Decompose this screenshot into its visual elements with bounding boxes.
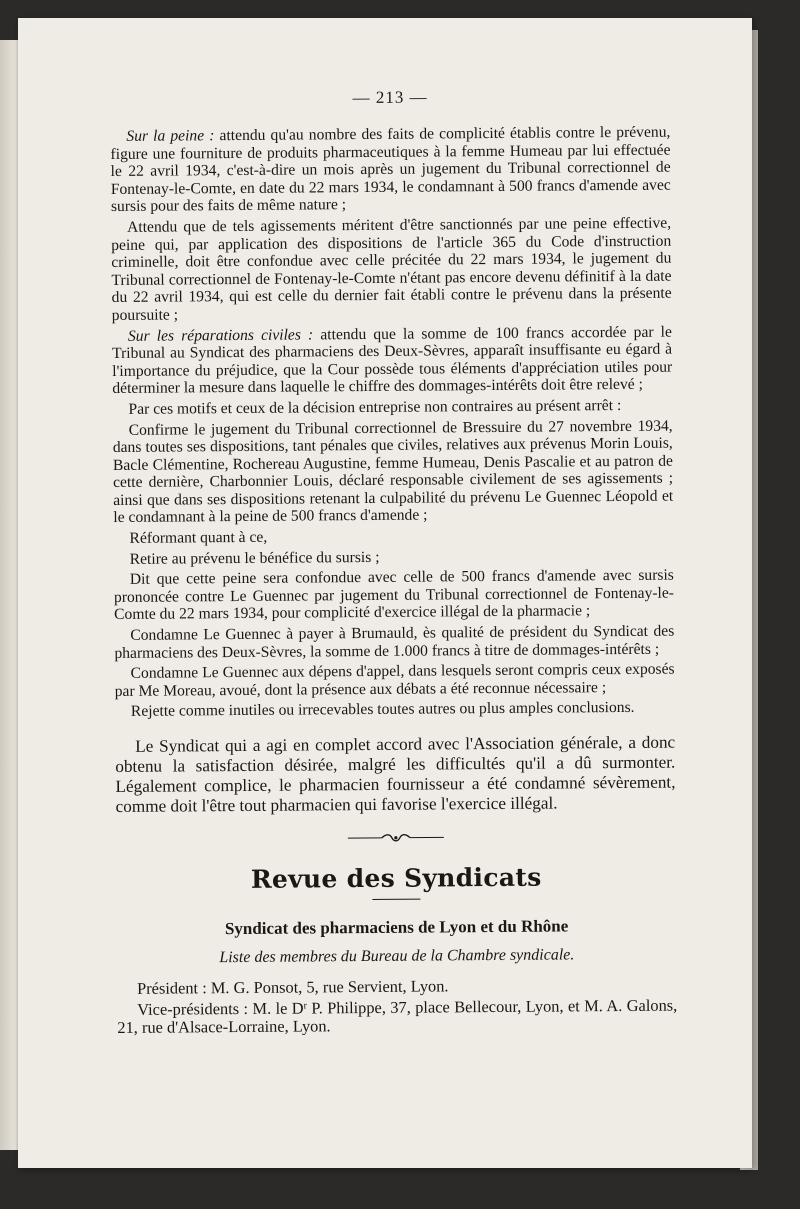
syndicate-title: Syndicat des pharmaciens de Lyon et du Rhône xyxy=(224,916,569,939)
title-rule xyxy=(372,899,420,900)
members-list xyxy=(117,976,677,1038)
judgment-paragraph xyxy=(112,396,672,418)
paragraph-lead: Sur la peine : xyxy=(126,127,215,145)
judgment-paragraph xyxy=(113,417,674,527)
judgment-paragraph xyxy=(110,124,671,216)
judgment-paragraph xyxy=(114,546,674,568)
closing-paragraph: Le Syndicat qui a agi en complet accord avec l'Association générale, a donc obtenu la satisfaction désirée, malgré les difficultés qu'il a dû surmonter. Légalement complice, le pharmacien fournisseur a été condamné sévèrement, comme doit l'être tout pharmacien qui favorise l'exercice illégal. xyxy=(115,732,676,816)
judgment-paragraph xyxy=(115,661,675,701)
paragraph-lead: Sur les réparations civiles : xyxy=(127,325,314,345)
judgment-paragraph xyxy=(113,526,673,548)
doctor-superscript: r xyxy=(303,1000,307,1012)
document-page xyxy=(18,18,752,1168)
paragraph-text: Réformant quant à ce, xyxy=(129,528,268,547)
paragraph-text: Retire au prévenu le bénéfice du sursis ; xyxy=(129,548,380,568)
page-number: — 213 — xyxy=(352,87,428,108)
ornament-divider xyxy=(346,832,446,845)
judgment-paragraph xyxy=(112,323,673,398)
judgment-paragraph xyxy=(111,215,672,325)
judgment-paragraph xyxy=(114,623,674,663)
page-content xyxy=(110,86,677,1038)
paragraph-text: Par ces motifs et ceux de la décision entreprise non contraires au présent arrêt : xyxy=(128,396,622,418)
syndicate-subtitle: Liste des membres du Bureau de la Chambre syndicale. xyxy=(219,946,575,967)
paragraph-text: Rejette comme inutiles ou irrecevables toutes autres ou plus amples conclusions. xyxy=(130,699,635,721)
paragraph-text: Confirme le jugement du Tribunal correctionnel de Bressuire du 27 novembre 1934, dans toutes ses dispositions, tant pénales que civiles, relatives aux prévenus Morin Louis, Bacle Clémentine, Rochereau Augustine, femme Humeau, Denis Pascalie et au patron de cette dernière, Charbonnier Louis, déclaré responsable civilement de ses agissements ; ainsi que dans ses dispositions retenant la culpabilité du prévenu Le Guennec Léopold et le condamnant à la peine de 500 francs d'amende ; xyxy=(112,417,674,527)
paragraph-text: Condamne Le Guennec aux dépens d'appel, dans lesquels seront compris ceux exposés par Me Moreau, avoué, dont la présence aux débats a été reconnue nécessaire ; xyxy=(114,660,675,700)
president-line: Président : M. G. Ponsot, 5, rue Servient, Lyon. xyxy=(136,976,449,999)
section-title: Revue des Syndicats xyxy=(250,862,542,895)
judgment-paragraph xyxy=(115,699,675,721)
vice-presidents-start: Vice-présidents : M. le D xyxy=(137,998,304,1019)
paragraph-text: Dit que cette peine sera confondue avec celle de 500 francs d'amende avec sursis prononcée contre Le Guennec par jugement du Tribunal correctionnel de Fontenay-le-Comte du 22 mars 1934, pour complicité d'exercice illégal de la pharmacie ; xyxy=(113,566,675,624)
vice-presidents-rest: P. Philippe, 37, place Bellecour, Lyon, et M. A. Galons, 21, rue d'Alsace-Lorraine, Lyon. xyxy=(117,995,678,1038)
paragraph-text: attendu que la somme de 100 francs accordée par le Tribunal au Syndicat des pharmaciens des Deux-Sèvres, apparaît insuffisante eu égard à l'importance du préjudice, que la Cour possède tous éléments d'appréciation utiles pour déterminer la mesure dans laquelle le chiffre des dommages-intérêts doit être relevé ; xyxy=(112,323,673,398)
judgment-text xyxy=(110,124,675,721)
paragraph-text: Attendu que de tels agissements méritent d'être sanctionnés par une peine effective, peine qui, par application des dispositions de l'article 365 du Code d'instruction criminelle, doit être confondue avec celle précitée du 22 mars 1934, le jugement du Tribunal correctionnel de Fontenay-le-Comte n'étant pas encore devenu définitif à la date du 22 avril 1934, qui est celle du dernier fait établi contre le prévenu dans la présente poursuite ; xyxy=(111,214,672,324)
paragraph-text: attendu qu'au nombre des faits de complicité établis contre le prévenu, figure une fourniture de produits pharmaceutiques à la femme Humeau par lui effectuée le 22 avril 1934, c'est-à-dire un mois après un jugement du Tribunal correctionnel de Fontenay-le-Comte, en date du 22 mars 1934, le condamnant à 500 francs d'amende avec sursis pour des faits de même nature ; xyxy=(110,123,671,216)
vice-presidents-line xyxy=(117,994,677,1037)
judgment-paragraph xyxy=(114,567,674,624)
paragraph-text: Condamne Le Guennec à payer à Brumauld, ès qualité de président du Syndicat des pharmaciens des Deux-Sèvres, la somme de 1.000 francs à titre de dommages-intérêts ; xyxy=(114,622,675,662)
